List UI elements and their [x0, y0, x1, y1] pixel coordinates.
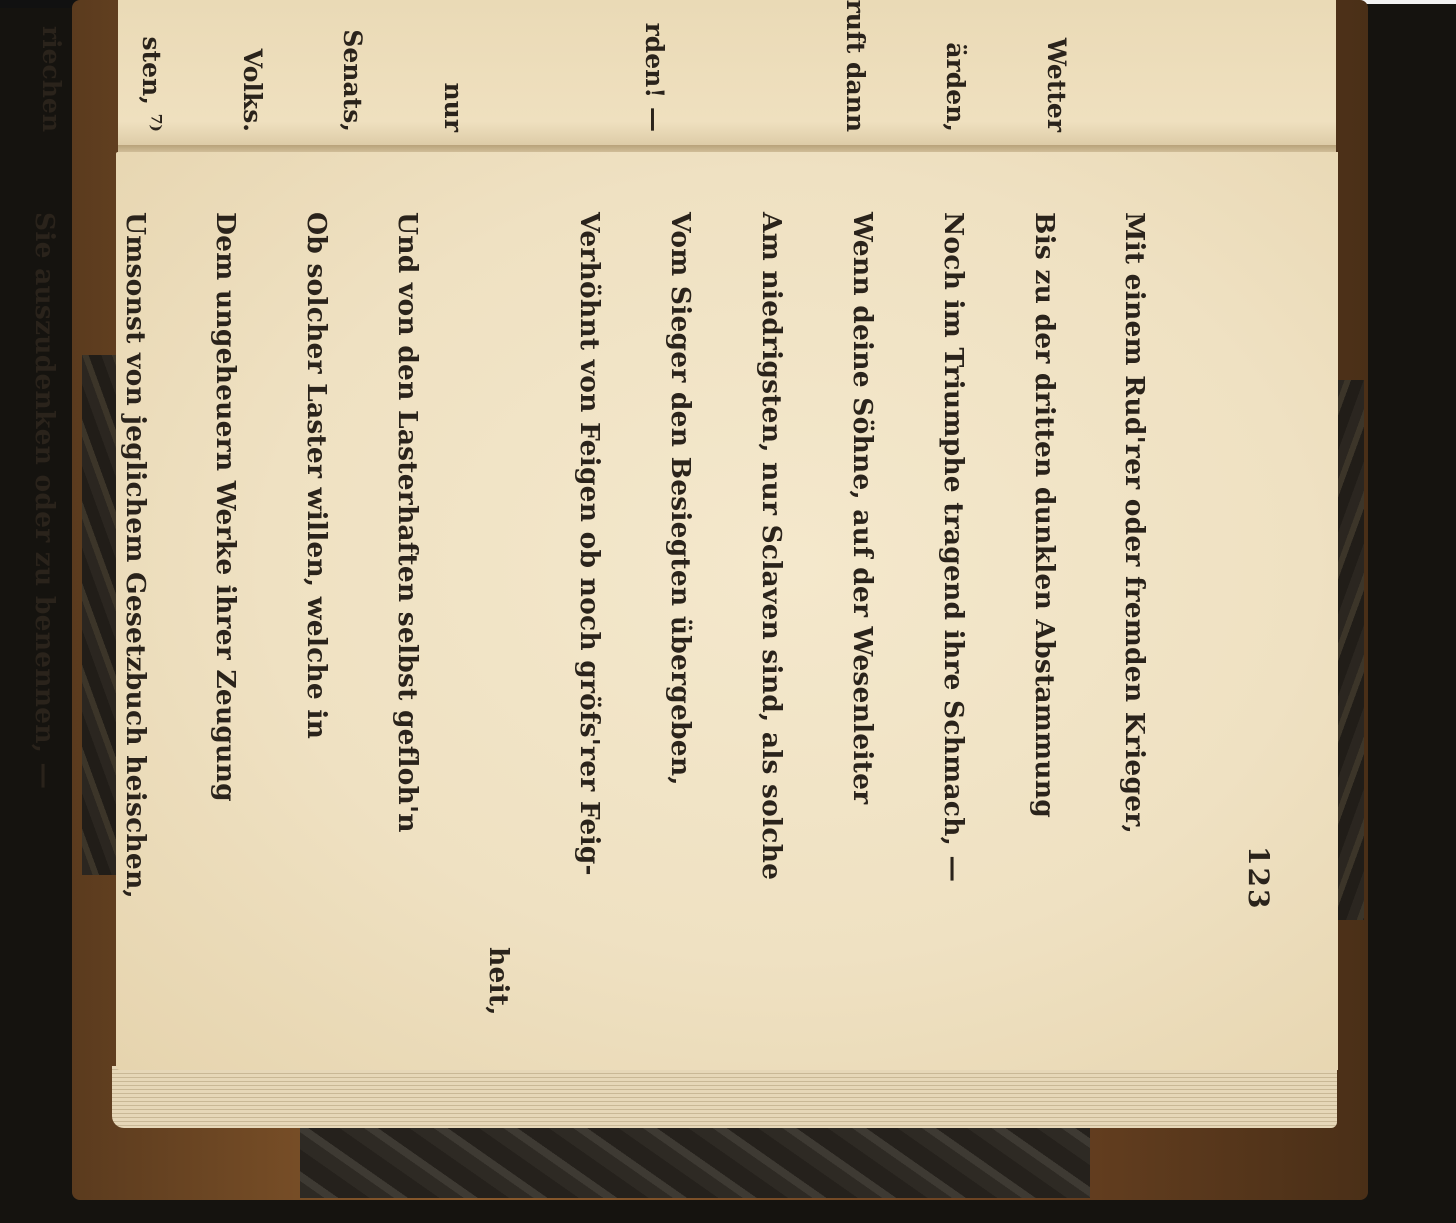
text-line: Mit einem Rud'rer oder fremden Krieger,	[1119, 212, 1151, 834]
prev-line: Volks.	[238, 48, 267, 132]
prev-line	[537, 0, 571, 132]
text-line: Dem ungeheuern Werke ihrer Zeugung	[210, 212, 242, 802]
page-number: 123	[1242, 846, 1275, 911]
text-line: Wenn deine Söhne, auf der Wesenleiter	[846, 212, 878, 805]
text-line: Vom Sieger den Besiegten übergeben,	[664, 212, 696, 786]
marbled-cover-right	[1334, 380, 1364, 920]
text-line: Am niedrigsten, nur Sclaven sind, als solche	[755, 212, 787, 881]
text-line: Noch im Triumphe tragend ihre Schmach, —	[937, 212, 969, 883]
prev-line: ruft dann	[841, 0, 870, 132]
text-line: Bis zu der dritten dunklen Abstammung	[1028, 212, 1060, 818]
poem-text	[0, 212, 1210, 1016]
text-line: heit,	[483, 947, 515, 1016]
text-line: Ob solcher Laster willen, welche in	[301, 212, 333, 740]
prev-line: nur	[439, 82, 468, 132]
previous-page-text	[0, 0, 1140, 132]
text-line: Umsonst von jeglichem Gesetzbuch heischen,	[119, 212, 151, 899]
prev-line: sten, ⁷⁾	[137, 36, 167, 132]
prev-line: riechen	[37, 25, 66, 132]
page-block-edges	[112, 1066, 1337, 1128]
text-line: Verhöhnt von Feigen ob noch gröfs'rer Feig-	[574, 212, 606, 876]
prev-line: rden! —	[640, 22, 669, 132]
marbled-cover-bottom	[300, 1126, 1090, 1198]
text-line: Sie auszudenken oder zu benennen, —	[28, 212, 60, 790]
prev-line: Senats,	[338, 29, 368, 132]
prev-line	[738, 0, 772, 132]
prev-line: Wetter	[1042, 37, 1071, 132]
prev-line: ärden,	[941, 42, 971, 132]
text-line: Und von den Lasterhaften selbst gefloh'n	[392, 212, 424, 833]
